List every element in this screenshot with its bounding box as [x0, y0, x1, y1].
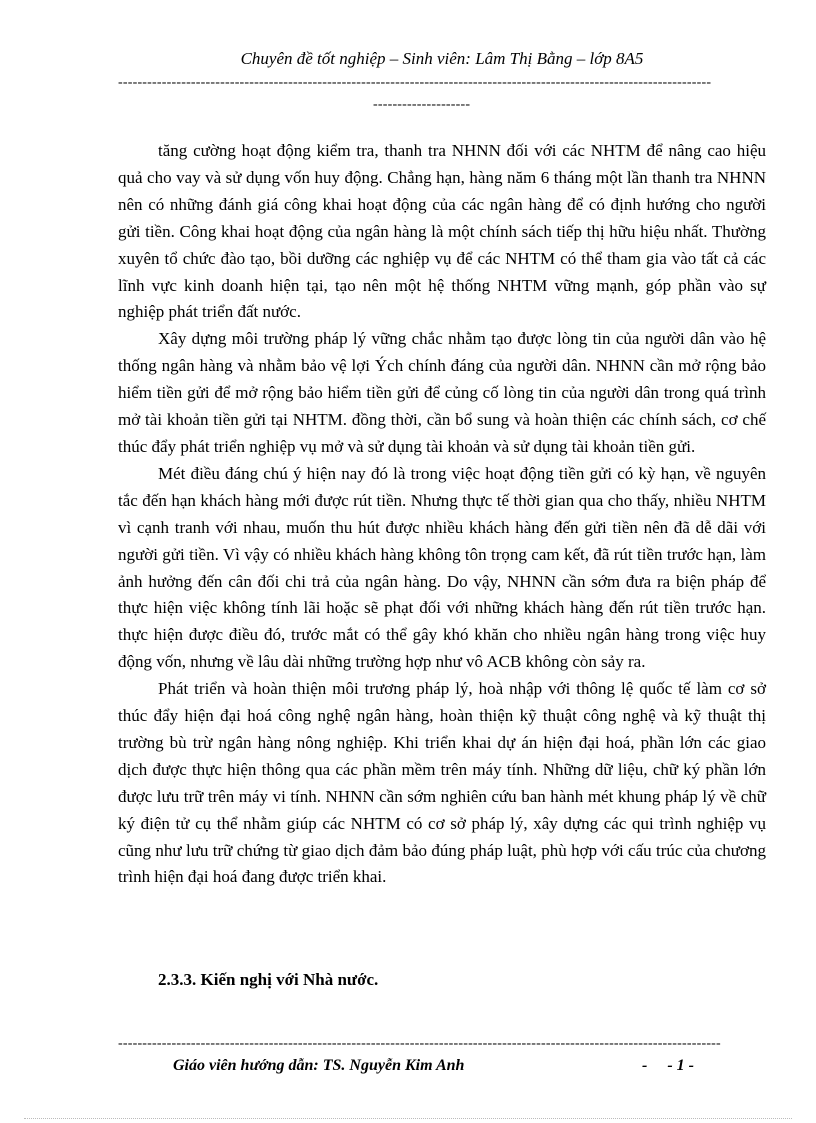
header-rule-line-2: -------------------- [373, 98, 471, 112]
page-border-dotted [24, 1118, 792, 1119]
paragraph-3: Mét điều đáng chú ý hiện nay đó là trong việc hoạt động tiền gửi có kỳ hạn, về nguyên tắc đến hạn khách hàng mới được rút tiền. Nhưng thực tế thời gian qua cho thấy, nhiều NHTM vì cạnh tranh với nhau, muốn thu hút được nhiều khách hàng đến gửi tiền nên đã dễ dãi với người gửi tiền. Vì vậy có nhiều khách hàng không tôn trọng cam kết, đã rút tiền trước hạn, làm ảnh hưởng đến cân đối chi trả của ngân hàng. Do vậy, NHNN cần sớm đưa ra biện pháp để thực hiện việc không tính lãi hoặc sẽ phạt đối với những khách hàng đến rút tiền trước hạn. thực hiện được điều đó, trước mắt có thể gây khó khăn cho nhiều ngân hàng trong việc huy động vốn, nhưng về lâu dài những trường hợp như vô ACB không còn sảy ra. [118, 463, 766, 672]
page-number: - - 1 - [642, 1057, 694, 1074]
section-heading: 2.3.3. Kiến nghị với Nhà nước. [158, 970, 379, 989]
paragraph-1: tăng cường hoạt động kiểm tra, thanh tra NHNN đối với các NHTM để nâng cao hiệu quả cho vay và sử dụng vốn huy động. Chẳng hạn, hàng năm 6 tháng một lần thanh tra NHNN nên có những đánh giá công khai hoạt động của các ngân hàng để có định hướng cho người gửi tiền. Công khai hoạt động của ngân hàng là một chính sách tiếp thị hữu hiệu nhất. Thường xuyên tổ chức đào tạo, bồi dưỡng các nghiệp vụ để các NHTM có thể tham gia vào tất cả các lĩnh vực kinh doanh hiện tại, tạo nên một hệ thống NHTM vững mạnh, góp phần vào sự nghiệp phát triển đất nước. [118, 141, 766, 322]
paragraph-4: Phát triển và hoàn thiện môi trương pháp lý, hoà nhập với thông lệ quốc tế làm cơ sở thúc đẩy hiện đại hoá công nghệ ngân hàng, hoàn thiện kỹ thuật công nghệ và kỹ thuật thị trường bù trừ ngân hàng nông nghiệp. Khi triển khai dự án hiện đại hoá, phần lớn các giao dịch được thực hiện thông qua các phần mềm trên máy tính. Những dữ liệu, chữ ký phần lớn được lưu trữ trên máy vi tính. NHNN cần sớm nghiên cứu ban hành mét khung pháp lý về chữ ký điện tử cụ thể nhằm giúp các NHTM có cơ sở pháp lý, xây dựng các qui trình nghiệp vụ cũng như lưu trữ chứng từ giao dịch đảm bảo đúng pháp luật, phù hợp với cấu trúc của chương trình hiện đại hoá đang được triển khai. [118, 679, 766, 887]
header-rule-line-1: -------------------------------------------------------------------------------------------------------------------------- [118, 76, 712, 90]
header-title: Chuyên đề tốt nghiệp – Sinh viên: Lâm Thị Bằng – lớp 8A5 [240, 49, 644, 68]
footer-advisor: Giáo viên hướng dẫn: TS. Nguyễn Kim Anh [173, 1057, 465, 1074]
paragraph-2: Xây dựng môi trường pháp lý vững chắc nhằm tạo được lòng tin của người dân vào hệ thống ngân hàng và nhằm bảo vệ lợi Ých chính đáng của người dân. NHNN cần mở rộng bảo hiểm tiền gửi để mở rộng bảo hiểm tiền gửi để củng cố lòng tin của người dân trong quá trình mở tài khoản tiền gửi tại NHTM. đồng thời, cần bổ sung và hoàn thiện các chính sách, cơ chế thúc đẩy phát triển nghiệp vụ mở và sử dụng tài khoản và sử dụng tài khoản tiền gửi. [118, 329, 766, 456]
body-text [118, 138, 766, 891]
footer-rule-line: ---------------------------------------------------------------------------------------------------------------------------- [118, 1037, 721, 1051]
